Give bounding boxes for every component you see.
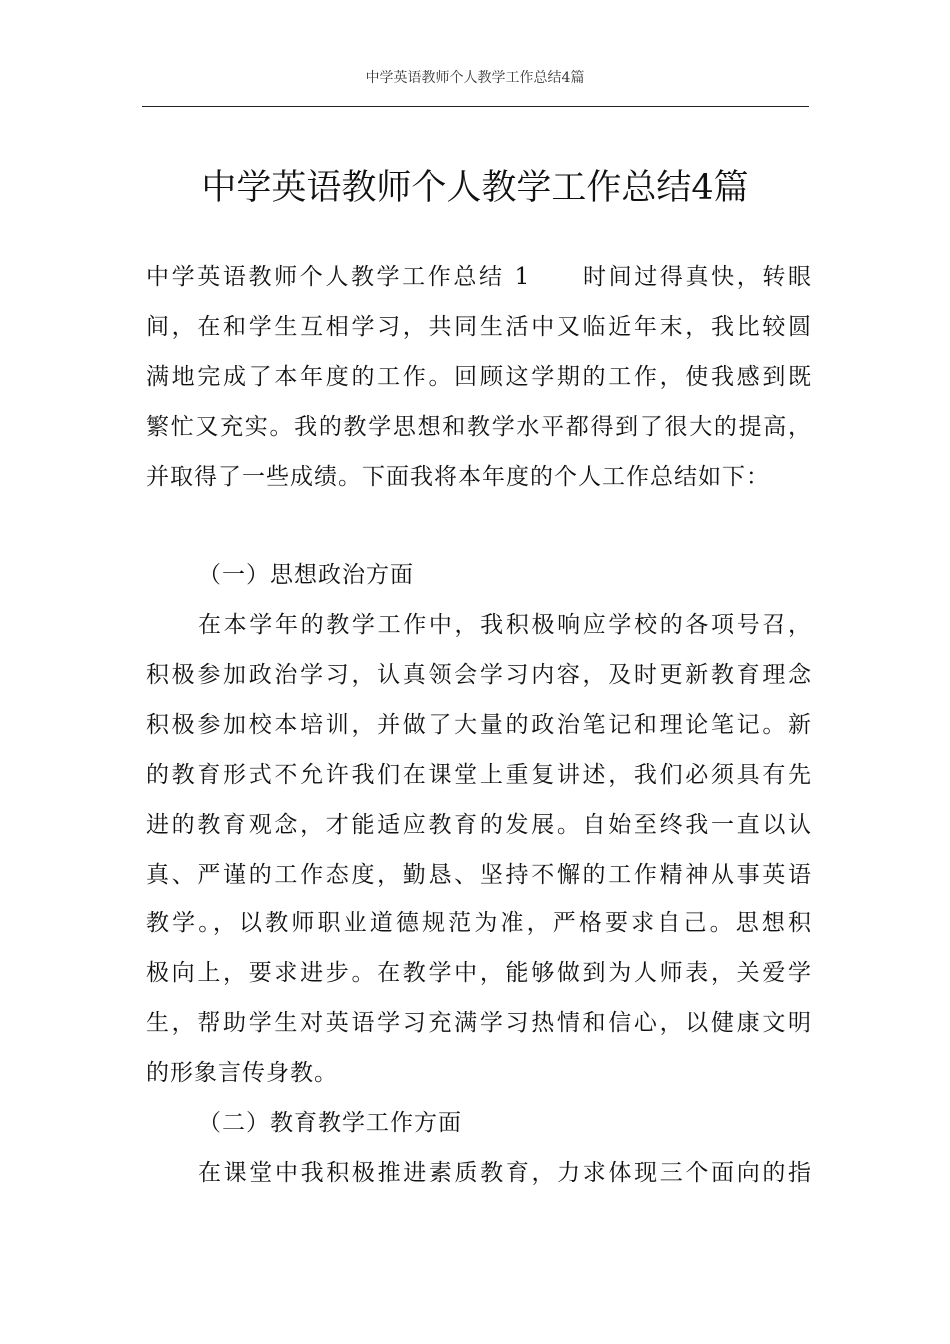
section-heading: （一）思想政治方面 <box>198 562 414 588</box>
paragraph-line: 并取得了一些成绩。下面我将本年度的个人工作总结如下： <box>146 464 770 490</box>
paragraph-line: 进的教育观念，才能适应教育的发展。自始至终我一直以认 <box>146 812 812 838</box>
paragraph-line: 生，帮助学生对英语学习充满学习热情和信心，以健康文明 <box>146 1010 812 1036</box>
paragraph-line: 中学英语教师个人教学工作总结 1 时间过得真快，转眼 <box>146 264 812 290</box>
paragraph-line: 在本学年的教学工作中，我积极响应学校的各项号召， <box>198 612 812 638</box>
paragraph-line: 的教育形式不允许我们在课堂上重复讲述，我们必须具有先 <box>146 762 812 788</box>
section-heading: （二）教育教学工作方面 <box>198 1110 462 1136</box>
running-header: 中学英语教师个人教学工作总结4篇 <box>365 70 585 86</box>
paragraph-line: 积极参加校本培训，并做了大量的政治笔记和理论笔记。新 <box>146 712 812 738</box>
document-title: 中学英语教师个人教学工作总结4篇 <box>201 168 749 208</box>
paragraph-line: 真、严谨的工作态度，勤恳、坚持不懈的工作精神从事英语 <box>146 862 812 888</box>
paragraph-line: 的形象言传身教。 <box>146 1060 338 1086</box>
paragraph-line: 教学。，以教师职业道德规范为准，严格要求自己。思想积 <box>146 910 812 936</box>
paragraph-line: 满地完成了本年度的工作。回顾这学期的工作，使我感到既 <box>146 364 812 390</box>
paragraph-line: 在课堂中我积极推进素质教育，力求体现三个面向的指 <box>198 1160 812 1186</box>
paragraph-line: 积极参加政治学习，认真领会学习内容，及时更新教育理念 <box>146 662 812 688</box>
header-rule <box>142 106 809 107</box>
paragraph-line: 间，在和学生互相学习，共同生活中又临近年末，我比较圆 <box>146 314 812 340</box>
paragraph-line: 繁忙又充实。我的教学思想和教学水平都得到了很大的提高， <box>146 414 812 440</box>
paragraph-line: 极向上，要求进步。在教学中，能够做到为人师表，关爱学 <box>146 960 812 986</box>
